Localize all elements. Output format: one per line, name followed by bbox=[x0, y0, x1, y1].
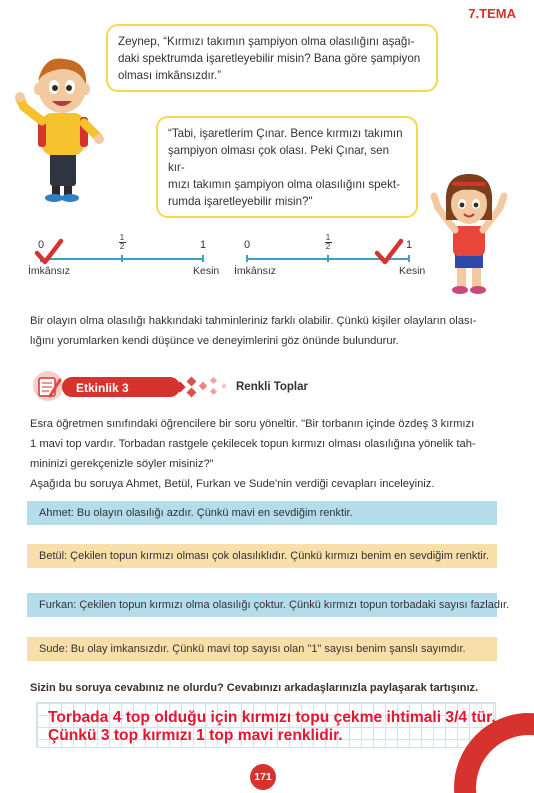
scale-tick bbox=[327, 255, 329, 262]
bubble-line: Zeynep, “Kırmızı takımın şampiyon olma olasılığını aşağı- bbox=[118, 35, 415, 48]
bubble-line: daki spektrumda işaretleyebilir misin? Bana göre şampiyon bbox=[118, 52, 421, 65]
scale-certain-label: Kesin bbox=[399, 265, 426, 277]
scale-certain-label: Kesin bbox=[193, 265, 220, 277]
pencil-paper-icon bbox=[30, 370, 66, 402]
bubble-line: olması imkânsızdır.” bbox=[118, 69, 222, 82]
bubble-line: şampiyon olması çok olası. Peki Çınar, sen kır- bbox=[168, 144, 390, 174]
diamond-pattern bbox=[172, 374, 236, 400]
answer-furkan bbox=[27, 593, 510, 617]
intro-line: 1 mavi top vardır. Torbadan rastgele çekilecek topun kırmızı olması olasılığına yönelik tah- bbox=[30, 438, 476, 450]
frac-denominator: 2 bbox=[119, 242, 125, 251]
paragraph-line: lığını yorumlarken kendi düşünce ve deneyimlerini göz önünde bulundurur. bbox=[30, 335, 399, 347]
activity-label: Etkinlik 3 bbox=[76, 381, 129, 395]
answer-text: Betül: Çekilen topun kırmızı olması çok olasılıklıdır. Çünkü kırmızı benim en sevdiğim renktir. bbox=[39, 550, 489, 562]
speech-bubble-zeynep bbox=[106, 24, 438, 92]
intro-line: Esra öğretmen sınıfındaki öğrencilere bir soru yöneltir. "Bir torbanın içinde özdeş 3 kırmızı bbox=[30, 418, 475, 430]
scale-impossible-label: İmkânsız bbox=[28, 265, 71, 277]
intro-line: Aşağıda bu soruya Ahmet, Betül, Furkan ve Sude'nin verdiği cevapları inceleyiniz. bbox=[30, 478, 435, 490]
scale-half bbox=[112, 234, 132, 252]
frac-denominator: 2 bbox=[325, 242, 331, 251]
handwritten-answer-line: Çünkü 3 top kırmızı 1 top mavi renklidir. bbox=[48, 727, 343, 744]
scale-tick bbox=[121, 255, 123, 262]
boy-illustration bbox=[14, 55, 106, 205]
tema-label: 7.TEMA bbox=[468, 6, 516, 21]
answer-betul bbox=[27, 544, 497, 568]
scale-tick bbox=[246, 255, 248, 262]
scale-zero: 0 bbox=[37, 239, 45, 251]
page-number: 171 bbox=[250, 764, 276, 790]
answer-text: Furkan: Çekilen topun kırmızı olma olasılığı çoktur. Çünkü kırmızı topun torbadaki sayısı fazladır. bbox=[39, 599, 510, 611]
answer-sude bbox=[27, 637, 497, 661]
scale-impossible-label: İmkânsız bbox=[234, 265, 277, 277]
frac-numerator: 1 bbox=[325, 233, 331, 242]
scale-half bbox=[318, 234, 338, 252]
activity-title: Renkli Toplar bbox=[236, 381, 308, 393]
scale-tick bbox=[408, 255, 410, 262]
bubble-line: mızı takımın şampiyon olma olasılığını spekt- bbox=[168, 178, 400, 191]
scale-one: 1 bbox=[199, 239, 207, 251]
answer-text: Sude: Bu olay imkansızdır. Çünkü mavi top sayısı olan "1" sayısı benim şanslı sayımdır. bbox=[39, 643, 466, 655]
bubble-line: “Tabi, işaretlerim Çınar. Bence kırmızı takımın bbox=[168, 127, 403, 140]
answer-text: Ahmet: Bu olayın olasılığı azdır. Çünkü mavi en sevdiğim renktir. bbox=[39, 507, 353, 519]
handwritten-answer-line: Torbada 4 top olduğu için kırmızı topu çekme ihtimali 3/4 tür. bbox=[48, 709, 496, 726]
scale-one: 1 bbox=[405, 239, 413, 251]
check-mark-icon bbox=[34, 238, 64, 266]
scale-tick bbox=[202, 255, 204, 262]
answer-ahmet bbox=[27, 501, 497, 525]
explanation-paragraph bbox=[30, 311, 500, 351]
speech-bubble-cinar bbox=[156, 116, 418, 218]
discussion-question: Sizin bu soruya cevabınız ne olurdu? Cevabınızı arkadaşlarınızla paylaşarak tartışınız. bbox=[30, 682, 479, 694]
activity-intro bbox=[30, 414, 506, 494]
check-mark-icon bbox=[374, 238, 404, 266]
girl-illustration bbox=[426, 168, 512, 298]
intro-line: mininizi gerekçenizle söyler misiniz?" bbox=[30, 458, 214, 470]
frac-numerator: 1 bbox=[119, 233, 125, 242]
paragraph-line: Bir olayın olma olasılığı hakkındaki tahminleriniz farklı olabilir. Çünkü kişiler olayların olası- bbox=[30, 315, 477, 327]
bubble-line: rumda işaretleyebilir misin?" bbox=[168, 195, 313, 208]
scale-zero: 0 bbox=[243, 239, 251, 251]
